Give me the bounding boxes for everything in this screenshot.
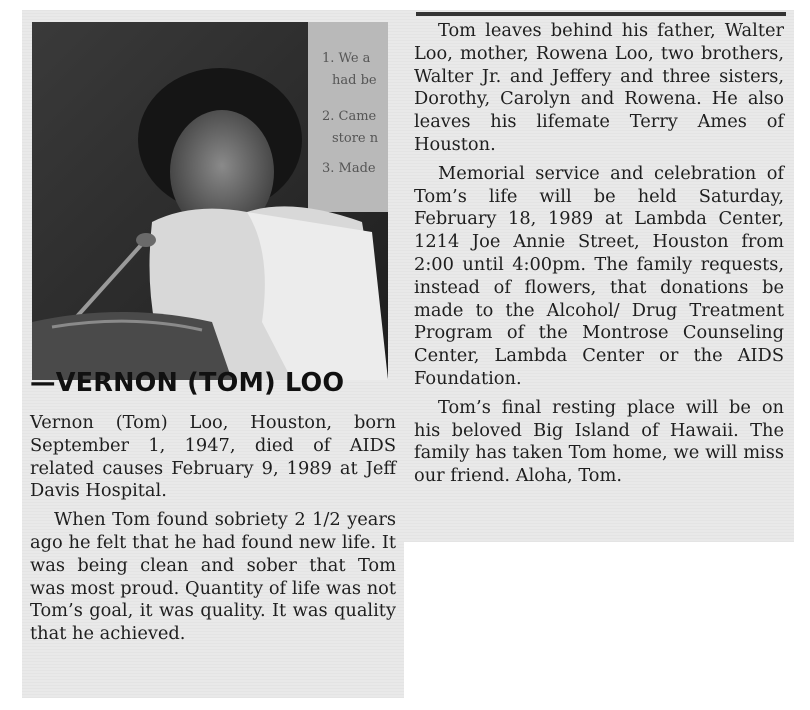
sign-line-3: 2. Came: [322, 109, 377, 124]
portrait-photo: [32, 22, 388, 380]
obituary-paragraph: When Tom found sobriety 2 1/2 years ago he felt that he had found new life. It was being clean and sober that Tom was most proud. Quantity of life was not Tom’s goal, it was quality. It was quality that he achieved.: [30, 509, 396, 645]
obituary-left-text: [30, 412, 396, 652]
obituary-paragraph: Memorial service and celebration of Tom’s life will be held Saturday, February 18, 1989 at Lambda Center, 1214 Joe Annie Street, Houston from 2:00 until 4:00pm. The family requests, instead of flowers, that donations be made to the Alcohol/ Drug Treatment Program of the Montrose Counseling Center, Lambda Center or the AIDS Foundation.: [414, 162, 784, 389]
sign-line-1: 1. We a: [322, 51, 371, 66]
portrait-photo-graphic: [32, 22, 388, 380]
obituary-right-column-clipping: [404, 10, 794, 542]
obituary-left-column-clipping: [22, 10, 404, 698]
obituary-paragraph: Tom leaves behind his father, Walter Loo, mother, Rowena Loo, two brothers, Walter Jr. and Jeffery and three sisters, Dorothy, Carolyn and Rowena. He also leaves his lifemate Terry Ames of Houston.: [414, 20, 784, 155]
sign-line-4: store n: [332, 131, 379, 146]
obituary-paragraph: Vernon (Tom) Loo, Houston, born September 1, 1947, died of AIDS related causes February 9, 1989 at Jeff Davis Hospital.: [30, 412, 396, 502]
obituary-paragraph: Tom’s final resting place will be on his beloved Big Island of Hawaii. The family has taken Tom home, we will miss our friend. Aloha, Tom.: [414, 396, 784, 487]
sign-line-2: had be: [332, 73, 377, 88]
obituary-right-text: [414, 20, 784, 494]
obituary-headline: —VERNON (TOM) LOO: [30, 368, 345, 398]
sign-line-5: 3. Made: [322, 161, 376, 176]
column-top-rule: [416, 12, 786, 16]
